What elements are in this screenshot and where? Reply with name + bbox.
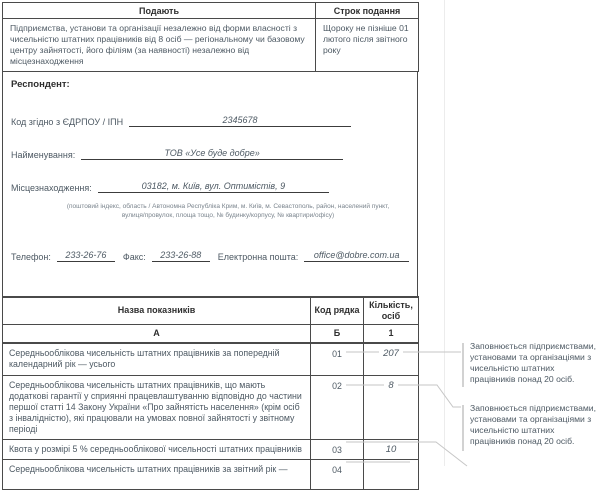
subheader-a: А — [3, 325, 311, 343]
table-row — [3, 343, 419, 376]
table-row — [3, 376, 419, 440]
row-2-name: Середньооблікова чисельність штатних працівників, що мають додаткові гарантії у сприянні працевлаштуванню відповідно до частини першої статті 14 Закону України «Про зайнятість населення» (крім осіб з інвалідністю), які працювали на умовах повної зайнятості у звітному періоді — [3, 376, 311, 440]
edrpou-value-line: 2345678 — [129, 115, 351, 127]
fax-label: Факс: — [122, 252, 146, 262]
annotation-bar-2 — [462, 405, 464, 451]
edrpou-field-row — [11, 115, 409, 127]
col-header-count: Кількість, осіб — [364, 297, 419, 325]
edrpou-label: Код згідно з ЄДРПОУ / ІПН — [11, 117, 124, 127]
row-1-value — [364, 343, 419, 376]
page-edge-line — [444, 0, 445, 466]
row-1-name: Середньооблікова чисельність штатних працівників за попередній календарний рік — усього — [3, 343, 311, 376]
fax-value-line: 233-26-88 — [152, 250, 210, 262]
annotation-bar-1 — [462, 343, 464, 387]
indicators-table — [2, 296, 419, 490]
respondent-title: Респондент: — [11, 79, 70, 90]
table-row — [3, 460, 419, 490]
subheader-1: 1 — [364, 325, 419, 343]
respondent-section — [2, 71, 418, 298]
row-2-value — [364, 376, 419, 440]
location-label: Місцезнаходження: — [11, 183, 92, 193]
submit-body-cell: Підприємства, установи та організації незалежно від форми власності з чисельністю штатних працівників від 8 осіб — регіональному чи базовому центру зайнятості, його філіям (за наявності) незалежно від місцезнаходження — [3, 19, 316, 72]
contacts-row — [11, 250, 409, 262]
location-value-line: 03182, м. Київ, вул. Оптимістів, 9 — [98, 181, 329, 193]
table-row — [3, 440, 419, 460]
row-1-value-text: 207 — [379, 348, 403, 359]
row-3-code: 03 — [311, 440, 364, 460]
phone-label: Телефон: — [11, 252, 51, 262]
email-value-line: office@dobre.com.ua — [304, 250, 409, 262]
name-value-line: ТОВ «Усе буде добре» — [81, 148, 343, 160]
row-2-value-text: 8 — [384, 380, 397, 391]
row-3-name: Квота у розмірі 5 % середньооблікової чисельності штатних працівників — [3, 440, 311, 460]
location-hint: (поштовий індекс, область / Автономна Республіка Крим, м. Київ, м. Севастополь, район, населений пункт, вулиця/провулок, площа тощо, № будинку/корпусу, № квартири/офісу) — [66, 203, 390, 219]
phone-value-line: 233-26-76 — [57, 250, 115, 262]
row-4-value-text — [387, 464, 395, 475]
row-3-value — [364, 440, 419, 460]
term-body-cell: Щороку не пізніше 01 лютого після звітного року — [316, 19, 419, 72]
submission-table — [2, 2, 419, 72]
submit-header-cell: Подають — [3, 3, 316, 19]
name-field-row — [11, 148, 409, 160]
location-field-row — [11, 181, 409, 193]
annotation-note-1: Заповнюється підприємствами, установами та організаціями з чисельністю штатних працівників понад 20 осіб. — [470, 341, 596, 384]
subheader-b: Б — [311, 325, 364, 343]
col-header-name: Назва показників — [3, 297, 311, 325]
row-2-code: 02 — [311, 376, 364, 440]
col-header-code: Код рядка — [311, 297, 364, 325]
row-4-value — [364, 460, 419, 490]
row-4-code: 04 — [311, 460, 364, 490]
annotation-note-2: Заповнюється підприємствами, установами та організаціями з чисельністю штатних працівників понад 20 осіб. — [470, 403, 596, 446]
row-1-code: 01 — [311, 343, 364, 376]
name-label: Найменування: — [11, 150, 76, 160]
email-label: Електронна пошта: — [217, 252, 299, 262]
row-4-name: Середньооблікова чисельність штатних працівників за звітний рік — — [3, 460, 311, 490]
term-header-cell: Строк подання — [316, 3, 419, 19]
row-3-value-text: 10 — [382, 444, 401, 455]
